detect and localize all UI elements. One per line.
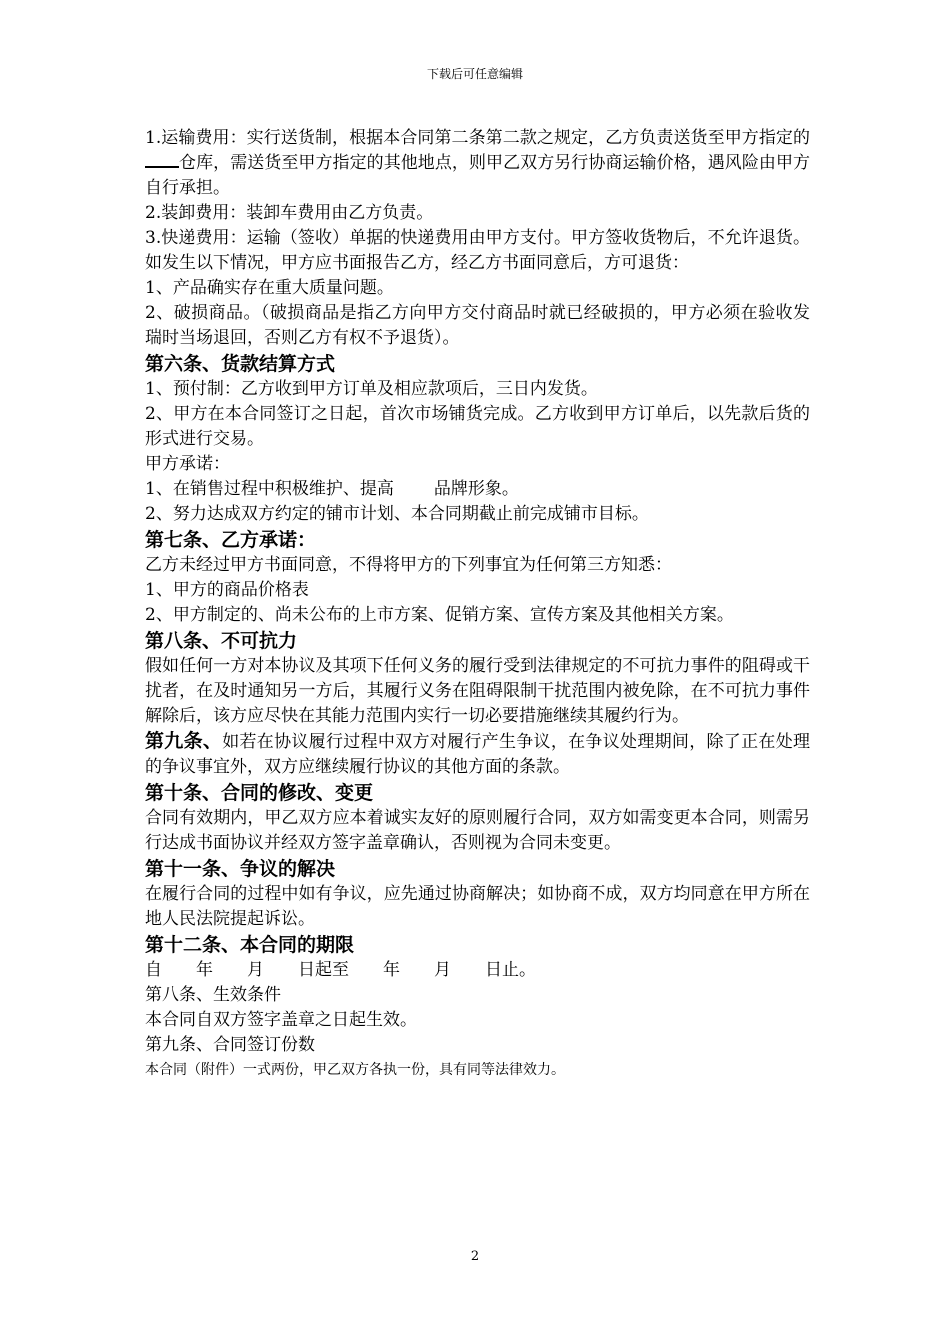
article-11-title: 第十一条、争议的解决 bbox=[145, 858, 336, 880]
article-7-title: 第七条、乙方承诺： bbox=[145, 529, 317, 551]
return-condition-2: 2、破损商品。（破损商品是指乙方向甲方交付商品时就已经破损的，甲方必须在验收发瑞时当场退回，否则乙方有权不予退货）。 bbox=[145, 303, 810, 348]
term-year-end: 年 bbox=[383, 960, 400, 980]
effect-title: 第八条、生效条件 bbox=[145, 985, 281, 1005]
article-9-paragraph bbox=[145, 729, 810, 780]
article-6-promise-label: 甲方承诺： bbox=[145, 454, 230, 474]
article-8-body: 假如任何一方对本协议及其项下任何义务的履行受到法律规定的不可抗力事件的阻碍或干扰者，在及时通知另一方后，其履行义务在阻碍限制干扰范围内被免除，在不可抗力事件解除后，该方应尽快在其能力范围内实行一切必要措施继续其履约行为。 bbox=[145, 656, 810, 726]
term-year-start: 年 bbox=[196, 960, 213, 980]
term-month-end: 月 bbox=[434, 960, 451, 980]
page-header: 下载后可任意编辑 bbox=[426, 67, 523, 81]
article-7-item-2: 2、甲方制定的、尚未公布的上市方案、促销方案、宣传方案及其他相关方案。 bbox=[145, 605, 734, 625]
article-9-body: 如若在协议履行过程中双方对履行产生争议，在争议处理期间，除了正在处理的争议事宜外，双方应继续履行协议的其他方面的条款。 bbox=[145, 732, 810, 777]
contract-term-line bbox=[145, 958, 810, 983]
article-10-body: 合同有效期内，甲乙双方应本着诚实友好的原则履行合同，双方如需变更本合同，则需另行达成书面协议并经双方签字盖章确认，否则视为合同未变更。 bbox=[145, 808, 810, 853]
article-9-title: 第九条、 bbox=[145, 730, 223, 752]
warehouse-blank bbox=[145, 152, 179, 168]
term-from: 自 bbox=[145, 960, 162, 980]
term-day-start: 日起至 bbox=[298, 960, 349, 980]
copies-body: 本合同（附件）一式两份，甲乙双方各执一份，具有同等法律效力。 bbox=[145, 1062, 565, 1078]
article-6-item-1: 1、预付制：乙方收到甲方订单及相应款项后，三日内发货。 bbox=[145, 379, 598, 399]
return-condition-1: 1、产品确实存在重大质量问题。 bbox=[145, 278, 394, 298]
copies-title: 第九条、合同签订份数 bbox=[145, 1035, 315, 1055]
term-day-end: 日止。 bbox=[485, 960, 536, 980]
promise-1-text-a: 1、在销售过程中积极维护、提高 bbox=[145, 479, 394, 499]
article-12-title: 第十二条、本合同的期限 bbox=[145, 934, 355, 956]
effect-body: 本合同自双方签字盖章之日起生效。 bbox=[145, 1010, 417, 1030]
article-7-item-1: 1、甲方的商品价格表 bbox=[145, 580, 309, 600]
article-7-intro: 乙方未经过甲方书面同意，不得将甲方的下列事宜为任何第三方知悉： bbox=[145, 555, 672, 575]
article-6-title: 第六条、货款结算方式 bbox=[145, 353, 336, 375]
article-6-promise-2: 2、努力达成双方约定的铺市计划、本合同期截止前完成铺市目标。 bbox=[145, 504, 649, 524]
article-10-title: 第十条、合同的修改、变更 bbox=[145, 782, 374, 804]
transport-fee-paragraph bbox=[145, 126, 810, 201]
express-fee-paragraph: 3.快递费用：运输（签收）单据的快递费用由甲方支付。甲方签收货物后，不允许退货。如发生以下情况，甲方应书面报告乙方，经乙方书面同意后，方可退货： bbox=[145, 228, 810, 273]
article-6-promise-1 bbox=[145, 477, 810, 502]
document-body bbox=[145, 126, 810, 1082]
page-number: 2 bbox=[470, 1249, 480, 1264]
transport-fee-text-a: 1.运输费用：实行送货制，根据本合同第二条第二款之规定，乙方负责送货至甲方指定的 bbox=[145, 128, 810, 148]
promise-1-text-b: 品牌形象。 bbox=[433, 479, 519, 499]
term-month-start: 月 bbox=[247, 960, 264, 980]
article-6-item-2: 2、甲方在本合同签订之日起，首次市场铺货完成。乙方收到甲方订单后，以先款后货的形式进行交易。 bbox=[145, 404, 810, 449]
unloading-fee-paragraph: 2.装卸费用：装卸车费用由乙方负责。 bbox=[145, 203, 434, 223]
transport-fee-text-b: 仓库，需送货至甲方指定的其他地点，则甲乙双方另行协商运输价格，遇风险由甲方自行承担。 bbox=[145, 153, 810, 198]
article-8-title: 第八条、不可抗力 bbox=[145, 630, 298, 652]
article-11-body: 在履行合同的过程中如有争议，应先通过协商解决；如协商不成，双方均同意在甲方所在地人民法院提起诉讼。 bbox=[145, 884, 810, 929]
